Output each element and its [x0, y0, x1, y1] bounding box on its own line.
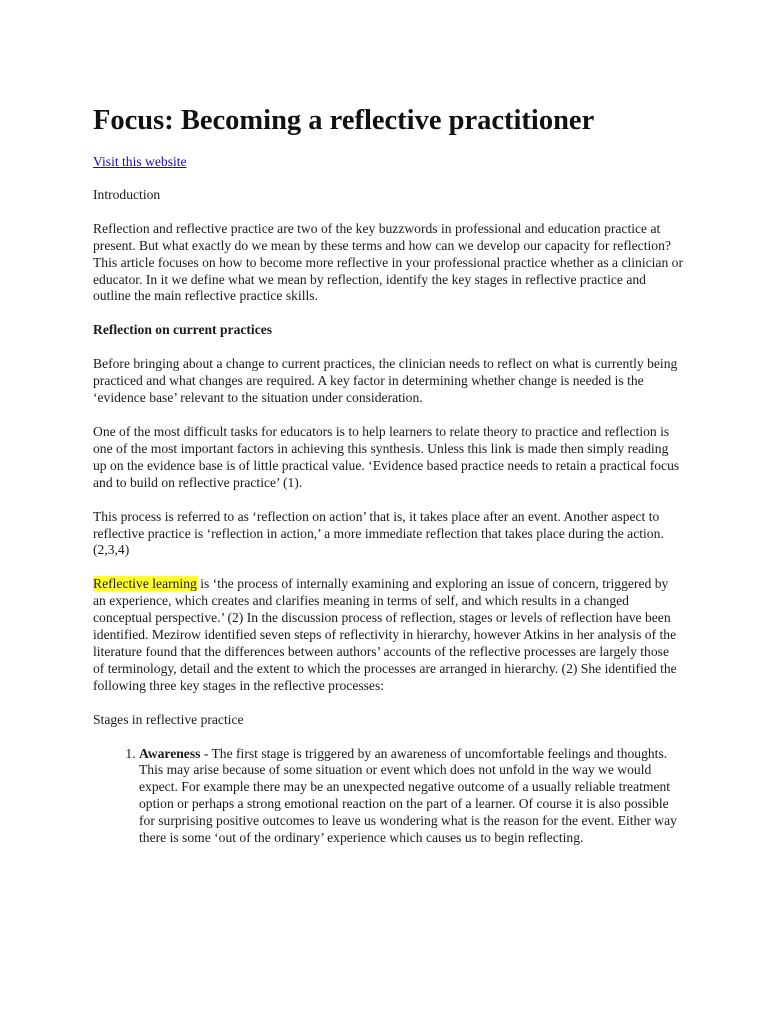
- intro-label: Introduction: [93, 186, 161, 202]
- stages-list: [93, 746, 683, 847]
- page-title: Focus: Becoming a reflective practitioner: [93, 105, 595, 136]
- section-heading: Reflection on current practices: [93, 322, 273, 338]
- paragraph-theory-practice: One of the most difficult tasks for educators is to help learners to relate theory to practice and reflection is one of the most important factors in achieving this synthesis. Unless this link is made then simply reading up on the evidence base is of little practical value. ‘Evidence based practice needs to retain a practical focus and to build on reflective practice’ (1).: [93, 423, 680, 490]
- paragraph-reflection-on-action: This process is referred to as ‘reflection on action’ that is, it takes place after an event. Another aspect to reflective practice is ‘reflection in action,’ a more immediate reflection that takes place during the action. (2,3,4): [93, 508, 664, 558]
- paragraph-current-practices: Before bringing about a change to current practices, the clinician needs to reflect on what is currently being practiced and what changes are required. A key factor in determining whether change is needed is the ‘evidence base’ relevant to the situation under consideration.: [93, 356, 678, 406]
- stage-term: Awareness: [139, 745, 201, 761]
- intro-paragraph: Reflection and reflective practice are two of the key buzzwords in professional and education practice at present. But what exactly do we mean by these terms and how can we develop our capacity for reflection? This article focuses on how to become more reflective in your professional practice whether as a clinician or educator. In it we define what we mean by reflection, identify the key stages in reflective practice and outline the main reflective practice skills.: [93, 220, 683, 304]
- list-item: [139, 746, 683, 847]
- paragraph-reflective-learning: [93, 576, 683, 694]
- visit-website-link[interactable]: Visit this website: [93, 154, 187, 169]
- highlighted-term: Reflective learning: [93, 576, 197, 592]
- document-page: [93, 104, 683, 847]
- paragraph-reflective-learning-text: is ‘the process of internally examining and exploring an issue of concern, triggered by an experience, which creates and clarifies meaning in terms of self, and which results in a changed conceptual perspective.’ (2) In the discussion process of reflection, stages or levels of reflection have been identified. Mezirow identified seven steps of reflectivity in hierarchy, however Atkins in her analysis of the literature found that the differences between authors’ accounts of the reflective processes are largely those of terminology, detail and the extent to which the processes are arranged in hierarchy. (2) She identified the following three key stages in the reflective processes:: [93, 576, 677, 693]
- stage-description: - The first stage is triggered by an awareness of uncomfortable feelings and thoughts. This may arise because of some situation or event which does not unfold in the way we would expect. For example there may be an unexpected negative outcome of a usually reliable treatment option or perhaps a strong emotional reaction on the part of a learner. Of course it is also possible for surprising positive outcomes to leave us wondering what is the reason for the event. Either way there is some ‘out of the ordinary’ experience which causes us to begin reflecting.: [139, 745, 677, 846]
- stages-label: Stages in reflective practice: [93, 711, 244, 727]
